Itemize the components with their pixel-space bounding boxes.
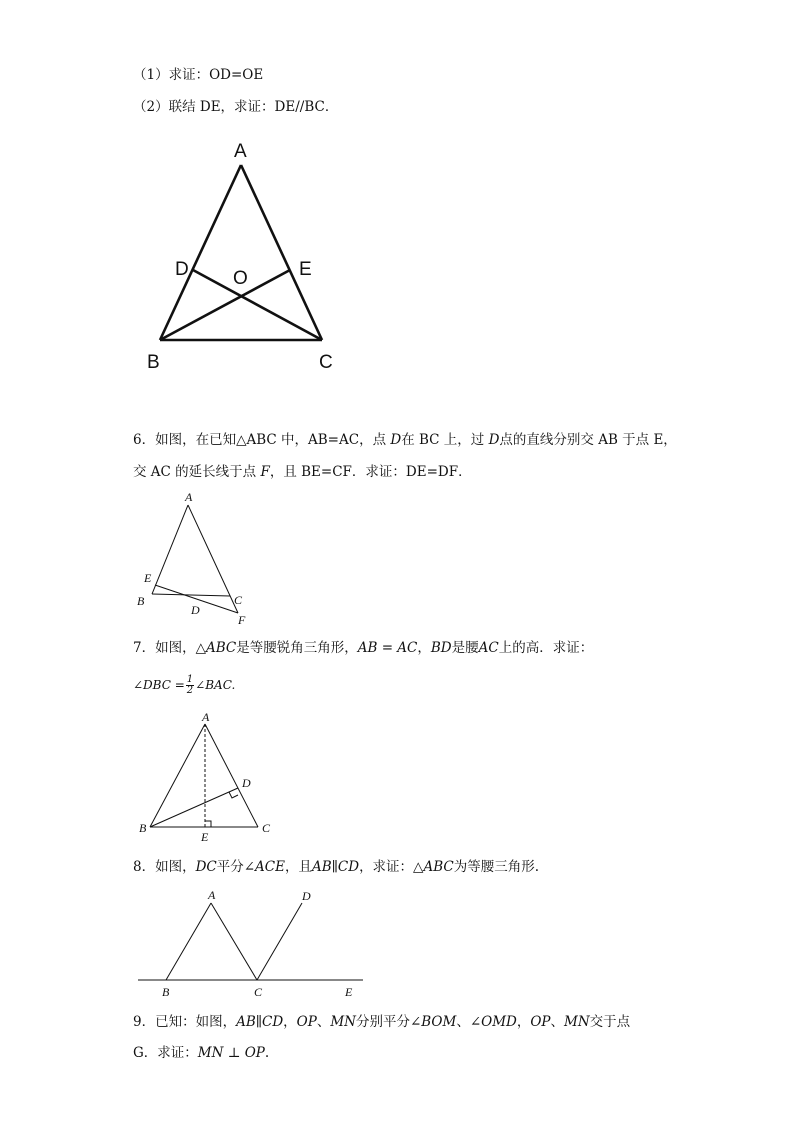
q6-label-d: D bbox=[191, 603, 200, 617]
q9-l1d: OP bbox=[296, 1014, 317, 1030]
q5-label-o: O bbox=[233, 268, 248, 289]
q9-l1f: MN bbox=[330, 1014, 356, 1030]
q7-l1c: 是等腰锐角三角形， bbox=[236, 640, 358, 656]
q6-l2a: 交 AC 的延长线于点 bbox=[133, 464, 261, 480]
q6-label-c: C bbox=[234, 593, 243, 607]
q6-l2c: ，且 BE=CF．求证：DE=DF． bbox=[269, 464, 472, 480]
q9-l1g: 分别平分 bbox=[355, 1014, 410, 1030]
q9-l1o: 交于点 bbox=[589, 1014, 631, 1030]
q8-label-b: B bbox=[162, 985, 170, 999]
q7-text-line2 bbox=[133, 675, 235, 696]
q7-frac-num: 1 bbox=[186, 674, 194, 685]
q5-label-d: D bbox=[175, 259, 189, 280]
q6-label-f: F bbox=[238, 613, 246, 627]
q9-l1c: ， bbox=[283, 1014, 297, 1030]
q6-l1d: D bbox=[488, 432, 500, 448]
q8-lb: DC bbox=[195, 859, 217, 875]
q7-label-d: D bbox=[242, 776, 251, 790]
q7-l1e: ， bbox=[417, 640, 431, 656]
q7-label-e: E bbox=[201, 830, 209, 844]
q7-l1i: 上的高．求证： bbox=[498, 640, 594, 656]
q9-l1h: ∠BOM bbox=[409, 1014, 457, 1030]
q6-label-b: B bbox=[137, 594, 145, 608]
q8-ld: ∠ACE bbox=[243, 859, 285, 875]
q5-label-c: C bbox=[319, 352, 333, 373]
q8-lc: 平分 bbox=[216, 859, 244, 875]
q7-frac-den: 2 bbox=[186, 685, 194, 696]
q7-label-c: C bbox=[262, 821, 271, 835]
q8-li: 为等腰三角形. bbox=[453, 859, 539, 875]
q9-l1a: 9．已知：如图， bbox=[133, 1014, 237, 1030]
q8-la: 8．如图， bbox=[133, 859, 196, 875]
q9-l2a: G．求证： bbox=[133, 1045, 198, 1061]
q8-lf: AB∥CD bbox=[312, 859, 360, 875]
q9-l1i: 、 bbox=[456, 1014, 470, 1030]
q9-l2c: . bbox=[264, 1045, 270, 1061]
q9-text-line2 bbox=[133, 1044, 269, 1062]
q8-label-c: C bbox=[254, 985, 263, 999]
q9-l1k: ， bbox=[516, 1014, 531, 1030]
figure-q6 bbox=[152, 505, 238, 613]
q9-text-line1 bbox=[133, 1013, 630, 1031]
q5-label-b: B bbox=[147, 352, 160, 373]
q5-part1: （1）求证：OD=OE bbox=[133, 67, 264, 83]
q7-l2b: ∠BAC bbox=[195, 678, 232, 692]
q7-l1b: ABC bbox=[205, 640, 237, 656]
q5-label-e: E bbox=[299, 259, 312, 280]
q9-l1l: OP bbox=[530, 1014, 551, 1030]
q6-l1c: 在 BC 上，过 bbox=[401, 432, 489, 448]
q7-l2a: ∠DBC = bbox=[133, 678, 185, 692]
q9-l2b: MN ⊥ OP bbox=[197, 1045, 265, 1061]
q9-l1b: AB∥CD bbox=[236, 1014, 284, 1030]
q9-l1n: MN bbox=[564, 1014, 590, 1030]
figure-q8 bbox=[138, 903, 363, 980]
q5-label-a: A bbox=[234, 141, 247, 162]
q6-text-line1 bbox=[133, 431, 677, 449]
q7-fraction bbox=[186, 675, 194, 696]
q5-side-ac bbox=[241, 165, 322, 340]
q7-l1h: AC bbox=[478, 640, 499, 656]
q7-l1a: 7．如图，△ bbox=[133, 640, 206, 656]
q6-text-line2 bbox=[133, 463, 472, 481]
q8-label-e: E bbox=[345, 985, 353, 999]
q7-label-a: A bbox=[202, 710, 210, 724]
q8-label-d: D bbox=[302, 889, 311, 903]
q5-side-ab bbox=[160, 165, 241, 340]
q8-lg: ，求证：△ bbox=[359, 859, 424, 875]
q9-l1e: 、 bbox=[316, 1014, 331, 1030]
q5-part2: （2）联结 DE，求证：DE//BC． bbox=[133, 99, 339, 115]
q6-l1b: D bbox=[390, 432, 402, 448]
q6-label-a: A bbox=[185, 490, 193, 504]
q6-label-e: E bbox=[144, 571, 152, 585]
q7-text-line1 bbox=[133, 639, 593, 657]
q8-label-a: A bbox=[208, 888, 216, 902]
q7-l1f: BD bbox=[430, 640, 452, 656]
q7-label-b: B bbox=[139, 821, 147, 835]
q7-l1g: 是腰 bbox=[451, 640, 479, 656]
q5-segment-be bbox=[160, 270, 290, 340]
q8-le: ，且 bbox=[285, 859, 312, 875]
q8-text-line bbox=[133, 858, 539, 876]
q6-l2b: F bbox=[260, 464, 270, 480]
q7-l1d: AB = AC bbox=[357, 640, 418, 656]
q5-segment-cd bbox=[193, 270, 322, 340]
q7-l2c: . bbox=[231, 678, 236, 692]
q9-l1j: ∠OMD bbox=[469, 1014, 517, 1030]
q6-l1a: 6．如图，在已知△ABC 中，AB=AC，点 bbox=[133, 432, 391, 448]
q9-l1m: 、 bbox=[550, 1014, 565, 1030]
q6-l1e: 点的直线分别交 AB 于点 E， bbox=[499, 432, 677, 448]
q8-lh: ABC bbox=[423, 859, 454, 875]
